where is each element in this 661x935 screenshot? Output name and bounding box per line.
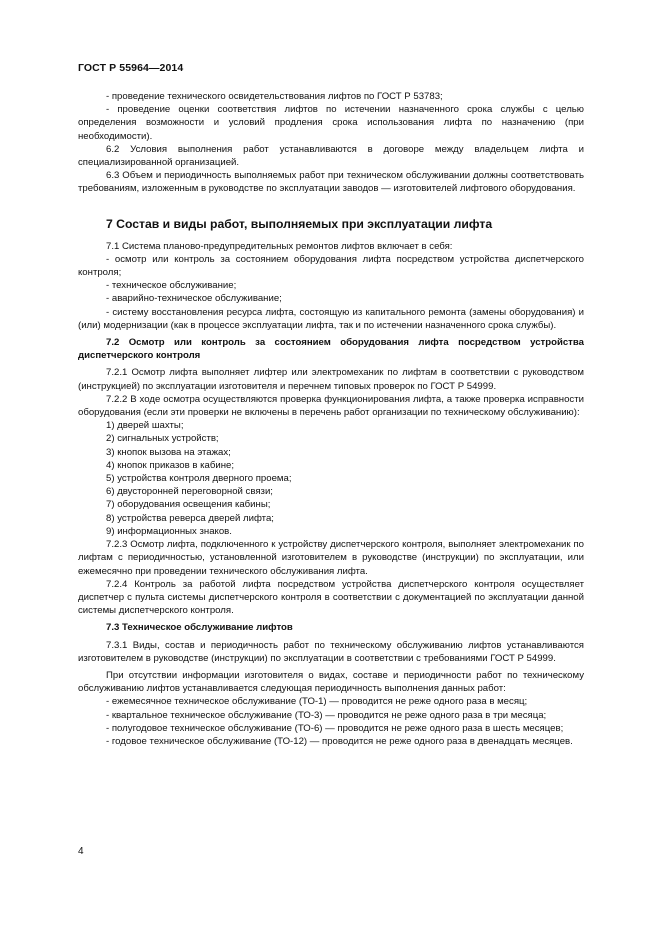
paragraph: - проведение оценки соответствия лифтов по истечении назначенного срока службы с целью определения возможности и условий продления срока использования лифта по назначению (при необходимости). <box>78 104 584 142</box>
list-item: - аварийно-техническое обслуживание; <box>106 293 282 305</box>
paragraph-7-1: 7.1 Система планово-предупредительных ремонтов лифтов включает в себя: <box>106 240 453 252</box>
paragraph-7-2-2: 7.2.2 В ходе осмотра осуществляются проверка функционирования лифта, а также проверка исправности оборудования (если эти проверки не включены в перечень работ организации по техническому обслуживанию): <box>78 393 584 419</box>
list-item: - ежемесячное техническое обслуживание (ТО-1) — проводится не реже одного раза в месяц; <box>106 696 528 708</box>
paragraph: - проведение технического освидетельствования лифтов по ГОСТ Р 53783; <box>106 91 443 102</box>
check-item: 8) устройства реверса дверей лифта; <box>106 512 274 524</box>
check-item: 9) информационных знаков. <box>106 525 232 537</box>
list-item: - годовое техническое обслуживание (ТО-12) — проводится не реже одного раза в двенадцать месяцев. <box>106 735 573 747</box>
paragraph-7-2-4: 7.2.4 Контроль за работой лифта посредством устройства диспетчерского контроля осуществляет диспетчер с пульта системы диспетчерского контроля в соответствии с документацией по эксплуатации данной системы диспетчерского контроля. <box>78 578 584 617</box>
paragraph: 6.2 Условия выполнения работ устанавливаются в договоре между владельцем лифта и специализированной организацией. <box>78 143 584 169</box>
page-content <box>78 90 584 748</box>
subsection-7-2-title: 7.2 Осмотр или контроль за состоянием оборудования лифта посредством устройства диспетчерского контроля <box>78 337 584 362</box>
standard-header: ГОСТ Р 55964—2014 <box>78 62 184 74</box>
paragraph-7-2-3: 7.2.3 Осмотр лифта, подключенного к устройству диспетчерского контроля, выполняет электромеханик по лифтам с периодичностью, установленной изготовителем в руководстве (инструкции) по эксплуатации, или ежемесячно при проведении технического обслуживания лифта. <box>78 539 584 577</box>
check-item: 2) сигнальных устройств; <box>106 433 219 445</box>
subsection-7-3-title: 7.3 Техническое обслуживание лифтов <box>106 622 293 634</box>
check-item: 1) дверей шахты; <box>106 420 184 432</box>
section-7-title: 7 Состав и виды работ, выполняемых при эксплуатации лифта <box>106 216 493 231</box>
list-item: - полугодовое техническое обслуживание (ТО-6) — проводится не реже одного раза в шесть месяцев; <box>106 722 564 734</box>
paragraph-7-3-1: 7.3.1 Виды, состав и периодичность работ по техническому обслуживанию лифтов устанавливаются изготовителем в руководстве (инструкции) по эксплуатации в соответствии с требованиями ГОСТ Р 54999. <box>78 639 584 664</box>
list-item: - техническое обслуживание; <box>106 280 237 292</box>
list-item: - систему восстановления ресурса лифта, состоящую из капитального ремонта (замены оборудования) и (или) модернизации (как в процессе эксплуатации лифта, так и по истечении назначенного срока службы). <box>78 306 584 331</box>
check-item: 4) кнопок приказов в кабине; <box>106 459 234 471</box>
check-item: 3) кнопок вызова на этажах; <box>106 446 231 458</box>
paragraph-7-3-1-b: При отсутствии информации изготовителя о видах, составе и периодичности работ по техническому обслуживанию лифтов устанавливается следующая периодичность выполнения данных работ: <box>78 669 584 695</box>
paragraph-7-2-1: 7.2.1 Осмотр лифта выполняет лифтер или электромеханик по лифтам в соответствии с руководством (инструкцией) по эксплуатации изготовителя и перечнем типовых проверок по ГОСТ Р 54999. <box>78 367 584 392</box>
check-item: 6) двусторонней переговорной связи; <box>106 486 273 498</box>
paragraph: 6.3 Объем и периодичность выполняемых работ при техническом обслуживании должны соответствовать требованиям, изложенным в руководстве по эксплуатации заводов — изготовителей лифтового оборудования. <box>78 170 584 195</box>
page-number: 4 <box>78 846 84 857</box>
check-item: 5) устройства контроля дверного проема; <box>106 473 292 485</box>
list-item: - квартальное техническое обслуживание (ТО-3) — проводится не реже одного раза в три месяца; <box>106 709 547 721</box>
list-item: - осмотр или контроль за состоянием оборудования лифта посредством устройства диспетчерского контроля; <box>78 253 584 279</box>
check-item: 7) оборудования освещения кабины; <box>106 499 271 511</box>
